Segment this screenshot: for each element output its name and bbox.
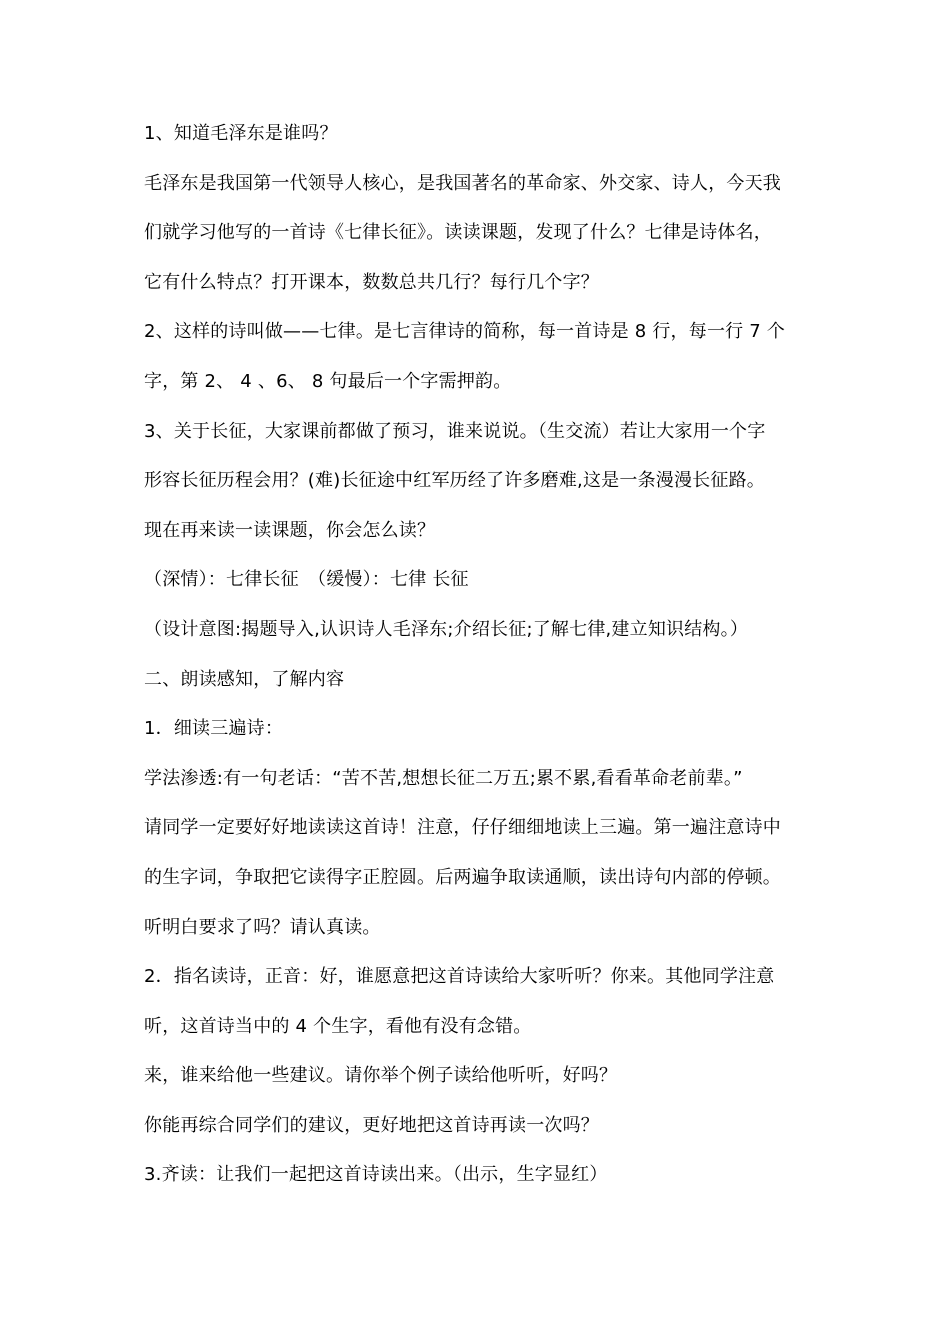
paragraph-line: 3、关于长征，大家课前都做了预习，谁来说说。（生交流）若让大家用一个字	[144, 420, 766, 442]
paragraph-line: 形容长征历程会用？(难)长征途中红军历经了许多磨难,这是一条漫漫长征路。	[144, 470, 765, 492]
paragraph-line: 们就学习他写的一首诗《七律长征》。读读课题，发现了什么？七律是诗体名，	[144, 222, 772, 244]
document-body	[144, 116, 824, 1207]
step-heading-2: 2．指名读诗，正音：好，谁愿意把这首诗读给大家听听？你来。其他同学注意	[144, 966, 775, 988]
step-heading-1: 1．细读三遍诗：	[144, 718, 284, 740]
paragraph-line: 学法渗透:有一句老话：“苦不苦,想想长征二万五;累不累,看看革命老前辈。”	[144, 767, 743, 789]
paragraph-line: 听，这首诗当中的 4 个生字，看他有没有念错。	[144, 1015, 532, 1037]
paragraph-line: 现在再来读一读课题，你会怎么读？	[144, 519, 436, 541]
paragraph-line: 请同学一定要好好地读读这首诗！注意，仔仔细细地读上三遍。第一遍注意诗中	[144, 817, 781, 839]
paragraph-line: 的生字词，争取把它读得字正腔圆。后两遍争取读通顺，读出诗句内部的停顿。	[144, 866, 781, 888]
question-heading-1: 1、知道毛泽东是谁吗？	[144, 123, 338, 144]
paragraph-line: 来，谁来给他一些建议。请你举个例子读给他听听，好吗？	[144, 1065, 618, 1087]
paragraph-line: 它有什么特点？打开课本，数数总共几行？每行几个字？	[144, 271, 599, 293]
paragraph-line: 听明白要求了吗？请认真读。	[144, 916, 381, 938]
paragraph-line: 毛泽东是我国第一代领导人核心，是我国著名的革命家、外交家、诗人，今天我	[144, 172, 781, 194]
paragraph-line: 字，第 2、 4 、6、 8 句最后一个字需押韵。	[144, 370, 512, 392]
section-heading-2: 二、朗读感知，了解内容	[144, 668, 345, 690]
paragraph-line: 你能再综合同学们的建议，更好地把这首诗再读一次吗？	[144, 1114, 599, 1136]
step-heading-3: 3.齐读：让我们一起把这首诗读出来。（出示，生字显红）	[144, 1164, 608, 1186]
reading-style-line: （深情）：七律长征 （缓慢）：七律 长征	[144, 569, 469, 591]
paragraph-line: 2、这样的诗叫做——七律。是七言律诗的简称，每一首诗是 8 行，每一行 7 个	[144, 321, 786, 343]
design-intent-note: （设计意图:揭题导入,认识诗人毛泽东;介绍长征;了解七律,建立知识结构。）	[144, 618, 749, 640]
